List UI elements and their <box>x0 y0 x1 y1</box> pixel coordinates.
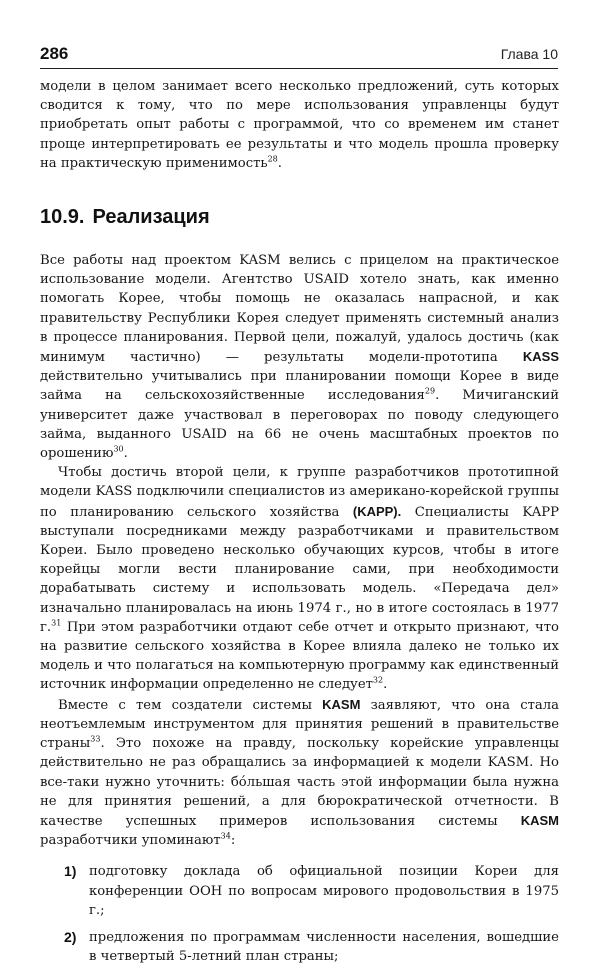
running-header <box>40 42 558 69</box>
paragraph-3: Вместе с тем создатели системы KASM заявляют, что она стала неотъемлемым инструментом для принятия решений в правительстве страны$^{33}$. Это похоже на правду, поскольку корейские управленцы действительно не раз обращались за информацией к модели KASM. Но все-таки нужно уточнить: бóльшая часть этой информации была нужна не для принятия решений, а для бюрократической отчетности. В качестве успешных примеров использования системы KASM разработчики упоминают$^{34}$: <box>40 696 559 849</box>
chapter-label: Глава 10 <box>500 46 558 62</box>
footnote-ref[interactable]: 28 <box>267 154 278 164</box>
section-title: Реализация <box>92 206 210 229</box>
page-body <box>40 77 559 974</box>
list-marker: 1) <box>64 863 77 880</box>
paragraph-1: Все работы над проектом KASM велись с прицелом на практическое использование модели. Агентство USAID хотело знать, как именно помогать Корее, чтобы помощь не оказалась напрасной, и как правительству Республики Корея следует применять системный анализ в процессе планирования. Первой цели, пожалуй, удалось достичь (как минимум частично) — результаты модели-прототипа KASS действительно учитывались при планировании помощи Корее в виде займа на сельскохозяйственные исследования$^{29}$. Мичиганский университет даже участвовал в переговорах по поводу следующего займа, выданного USAID на 66 не очень масштабных проектов по орошению$^{30}$. <box>40 253 560 462</box>
footnote-ref[interactable]: 29 <box>424 387 436 397</box>
paragraph-2: Чтобы достичь второй цели, к группе разработчиков прототипной модели KASS подключили специалистов из американо-корейской группы по планированию сельского хозяйства (KAPP). Специалисты KAPP выступали посредниками между разработчиками и правительством Кореи. Было проведено несколько обучающих курсов, чтобы в итоге корейцы могли вести планирование сами, при необходимости дорабатывать систему и использовать модель. «Передача дел» изначально планировалась на июнь 1974 г., но в итоге состоялась в 1977 г.$^{31}$ При этом разработчики отдают себе отчет и открыто признают, что на развитие сельского хозяйства в Корее влияла далеко не только их модель и что полагаться на компьютерную программу как единственный источник информации определенно не следует$^{32}$. <box>40 465 559 693</box>
list-item: 2) предложения по программам численности населения, вошедшие в четвертый 5-летний план страны; <box>64 928 559 965</box>
section-heading <box>40 205 559 229</box>
footnote-ref[interactable]: 30 <box>113 444 124 454</box>
footnote-ref[interactable]: 33 <box>90 734 101 744</box>
section-number: 10.9. <box>40 206 85 229</box>
footnote-ref[interactable]: 34 <box>220 831 231 841</box>
page-number: 286 <box>40 44 69 63</box>
footnote-ref[interactable]: 32 <box>372 676 384 686</box>
list-item: 1) подготовку доклада об официальной позиции Кореи для конференции ООН по вопросам мирового продовольствия в 1975 г.; <box>64 863 559 918</box>
intro-paragraph: модели в целом занимает всего несколько предложений, суть которых сводится к тому, что по мере использования управленцы будут приобретать опыт работы с программой, что со временем им станет проще интерпретировать ее результаты и что модель прошла проверку на практическую применимость$^{28}$. <box>40 79 559 171</box>
list-marker: 2) <box>64 928 77 945</box>
example-list <box>40 862 559 966</box>
footnote-ref[interactable]: 31 <box>51 618 62 628</box>
